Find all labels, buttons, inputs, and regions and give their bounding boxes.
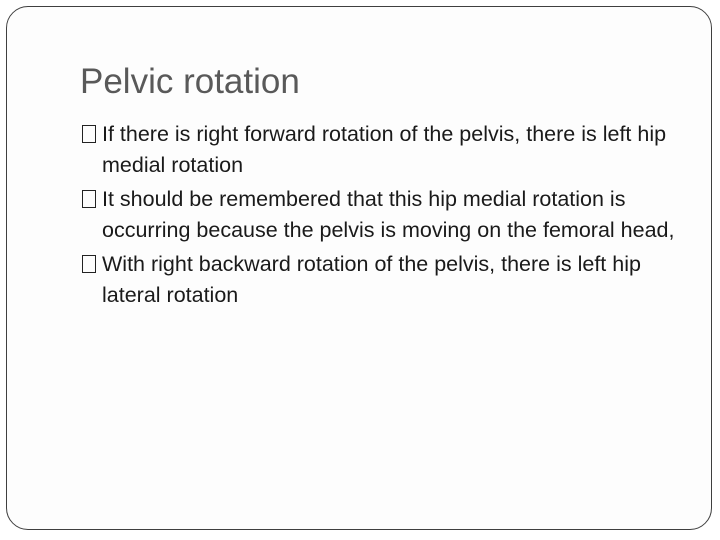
slide-title: Pelvic rotation: [80, 62, 300, 101]
bullet-item: [82, 119, 692, 181]
bullet-box-icon: [82, 125, 96, 143]
bullet-box-icon: [82, 255, 96, 273]
bullet-text: If there is right forward rotation of the pelvis, there is left hip medial rotation: [102, 122, 667, 177]
bullet-text: With right backward rotation of the pelvis, there is left hip lateral rotation: [102, 252, 641, 307]
bullet-item: [82, 184, 692, 246]
bullet-list: [82, 119, 692, 314]
bullet-box-icon: [82, 190, 96, 208]
bullet-text: It should be remembered that this hip medial rotation is occurring because the pelvis is moving on the femoral head,: [102, 187, 675, 242]
bullet-item: [82, 249, 692, 311]
